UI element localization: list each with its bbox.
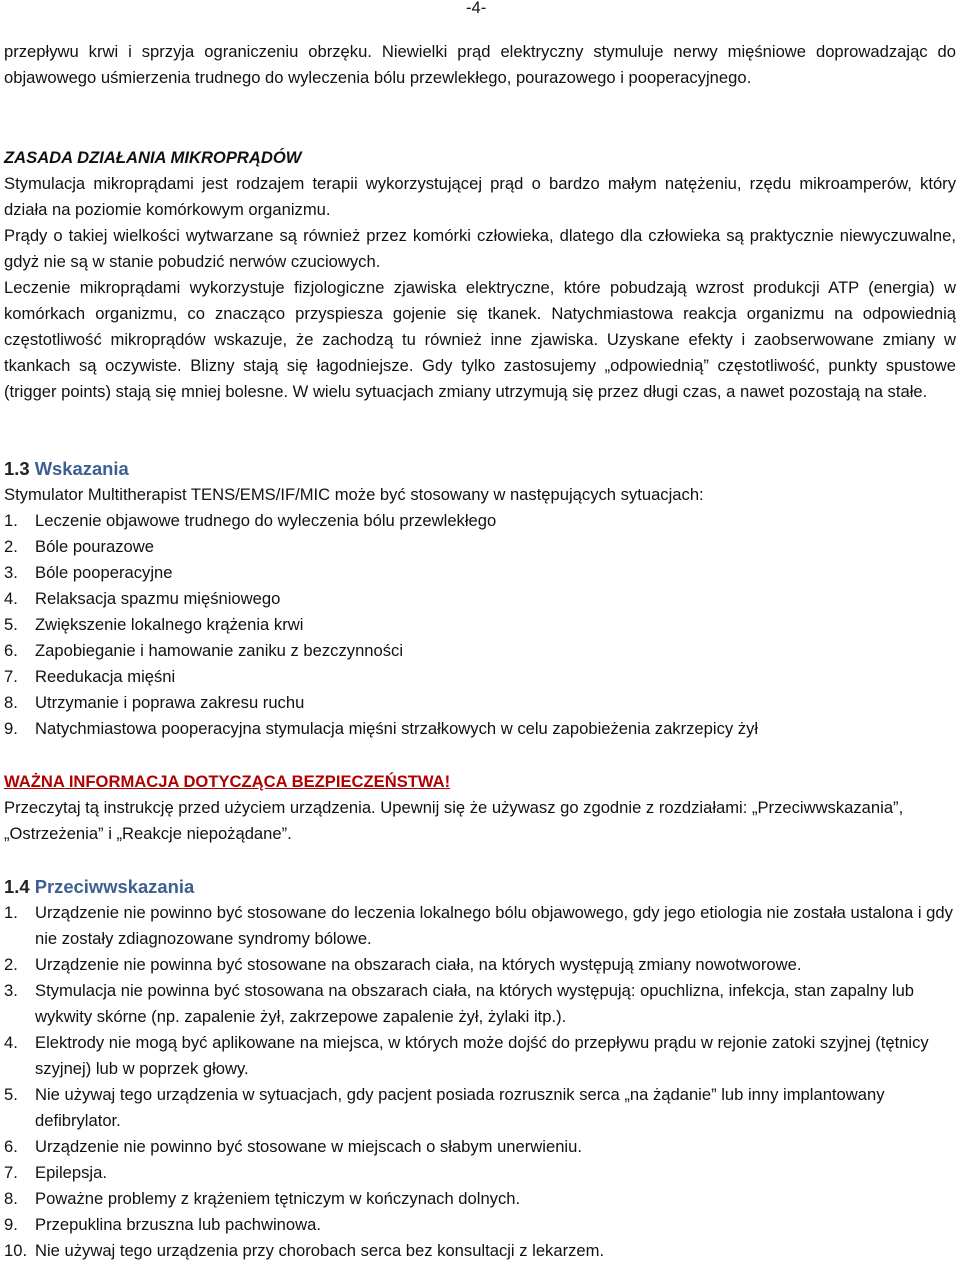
list-item-number: 5. [4, 615, 18, 634]
indications-intro: Stymulator Multitherapist TENS/EMS/IF/MIC może być stosowany w następujących sytuacjach: [4, 485, 704, 504]
list-item-text: Urządzenie nie powinno być stosowane do leczenia lokalnego bólu objawowego, gdy jego etiologia nie została ustalona i gdy nie zostały zdiagnozowane syndromy bólowe. [35, 903, 953, 948]
list-item-number: 3. [4, 981, 18, 1000]
list-item [4, 952, 956, 978]
contraindications-section [4, 874, 956, 1264]
safety-heading: WAŻNA INFORMACJA DOTYCZĄCA BEZPIECZEŃSTWA! [4, 772, 451, 791]
micro-heading: ZASADA DZIAŁANIA MIKROPRĄDÓW [4, 148, 302, 167]
list-item [4, 1238, 956, 1264]
list-item-number: 7. [4, 667, 18, 686]
list-item-text: Relaksacja spazmu mięśniowego [35, 589, 281, 608]
list-item-text: Natychmiastowa pooperacyjna stymulacja mięśni strzałkowych w celu zapobieżenia zakrzepicy żył [35, 719, 759, 738]
intro-paragraph-block [4, 39, 956, 91]
list-item-text: Zapobieganie i hamowanie zaniku z bezczynności [35, 641, 404, 660]
micro-paragraph-2: Prądy o takiej wielkości wytwarzane są również przez komórki człowieka, dlatego dla człowieka są praktycznie niewyczuwalne, gdyż nie są w stanie pobudzić nerwów czuciowych. [4, 226, 956, 271]
list-item-text: Bóle pourazowe [35, 537, 155, 556]
list-item-number: 8. [4, 693, 18, 712]
list-item-text: Nie używaj tego urządzenia w sytuacjach, gdy pacjent posiada rozrusznik serca „na żądanie” lub inny implantowany defibrylator. [35, 1085, 885, 1130]
indications-number: 1.3 [4, 458, 30, 479]
list-item-number: 9. [4, 719, 18, 738]
list-item-number: 6. [4, 641, 18, 660]
list-item [4, 664, 956, 690]
contraindications-number: 1.4 [4, 876, 30, 897]
list-item-number: 3. [4, 563, 18, 582]
contraindications-list [4, 900, 956, 1264]
list-item [4, 690, 956, 716]
list-item-number: 4. [4, 589, 18, 608]
list-item [4, 716, 956, 742]
micro-paragraph-1: Stymulacja mikroprądami jest rodzajem terapii wykorzystującej prąd o bardzo małym natężeniu, rzędu mikroamperów, który działa na poziomie komórkowym organizmu. [4, 174, 956, 219]
list-item [4, 1212, 956, 1238]
list-item [4, 508, 956, 534]
list-item-number: 9. [4, 1215, 18, 1234]
list-item-text: Przepuklina brzuszna lub pachwinowa. [35, 1215, 321, 1234]
list-item [4, 1186, 956, 1212]
list-item-text: Nie używaj tego urządzenia przy chorobach serca bez konsultacji z lekarzem. [35, 1241, 605, 1260]
list-item-number: 1. [4, 903, 18, 922]
indications-section [4, 456, 956, 742]
list-item-text: Reedukacja mięśni [35, 667, 176, 686]
list-item [4, 1160, 956, 1186]
contraindications-title: Przeciwwskazania [34, 876, 195, 897]
safety-text: Przeczytaj tą instrukcję przed użyciem urządzenia. Upewnij się że używasz go zgodnie z rozdziałami: „Przeciwwskazania”, „Ostrzeżenia” i „Reakcje niepożądane”. [4, 798, 904, 843]
list-item-text: Urządzenie nie powinna być stosowane na obszarach ciała, na których występują zmiany nowotworowe. [35, 955, 802, 974]
indications-list [4, 508, 956, 742]
list-item [4, 638, 956, 664]
list-item [4, 900, 956, 952]
list-item-number: 10. [4, 1241, 28, 1260]
list-item-text: Poważne problemy z krążeniem tętniczym w kończynach dolnych. [35, 1189, 521, 1208]
list-item [4, 586, 956, 612]
list-item-text: Elektrody nie mogą być aplikowane na miejsca, w których może dojść do przepływu prądu w rejonie zatoki szyjnej (tętnicy szyjnej) lub w poprzek głowy. [35, 1033, 929, 1078]
list-item-text: Urządzenie nie powinno być stosowane w miejscach o słabym unerwieniu. [35, 1137, 582, 1156]
safety-section [4, 769, 956, 847]
list-item-text: Epilepsja. [35, 1163, 107, 1182]
list-item-number: 7. [4, 1163, 18, 1182]
micro-section [4, 145, 956, 405]
list-item-text: Utrzymanie i poprawa zakresu ruchu [35, 693, 305, 712]
list-item-number: 5. [4, 1085, 18, 1104]
page-number: -4- [466, 0, 487, 17]
indications-heading [4, 456, 956, 482]
indications-title: Wskazania [34, 458, 129, 479]
list-item-text: Leczenie objawowe trudnego do wyleczenia bólu przewlekłego [35, 511, 497, 530]
micro-paragraph-3: Leczenie mikroprądami wykorzystuje fizjologiczne zjawiska elektryczne, które pobudzają wzrost produkcji ATP (energia) w komórkach organizmu, co znacząco przyspiesza gojenie się tkanek. Natychmiastowa reakcja organizmu na odpowiednią częstotliwość mikroprądów wskazuje, że zachodzą tu również inne zjawiska. Uzyskane efekty i zaobserwowane zmiany w tkankach są oczywiste. Blizny stają się łagodniejsze. Gdy tylko zastosujemy „odpowiednią” częstotliwość, punkty spustowe (trigger points) stają się mniej bolesne. W wielu sytuacjach zmiany utrzymują się przez długi czas, a nawet pozostają na stałe. [4, 278, 956, 401]
list-item-text: Bóle pooperacyjne [35, 563, 173, 582]
list-item [4, 978, 956, 1030]
list-item-number: 2. [4, 955, 18, 974]
list-item-number: 6. [4, 1137, 18, 1156]
list-item [4, 1030, 956, 1082]
list-item [4, 612, 956, 638]
list-item-number: 8. [4, 1189, 18, 1208]
intro-paragraph: przepływu krwi i sprzyja ograniczeniu obrzęku. Niewielki prąd elektryczny stymuluje nerwy mięśniowe doprowadzając do objawowego uśmierzenia trudnego do wyleczenia bólu przewlekłego, pourazowego i pooperacyjnego. [4, 42, 956, 87]
list-item [4, 1082, 956, 1134]
list-item [4, 534, 956, 560]
list-item [4, 1134, 956, 1160]
contraindications-heading [4, 874, 956, 900]
list-item-number: 2. [4, 537, 18, 556]
list-item-text: Stymulacja nie powinna być stosowana na obszarach ciała, na których występują: opuchlizna, infekcja, stan zapalny lub wykwity skórne (np. zapalenie żył, zakrzepowe zapalenie żył, żylaki itp.). [35, 981, 915, 1026]
list-item [4, 560, 956, 586]
list-item-text: Zwiększenie lokalnego krążenia krwi [35, 615, 304, 634]
list-item-number: 1. [4, 511, 18, 530]
list-item-number: 4. [4, 1033, 18, 1052]
